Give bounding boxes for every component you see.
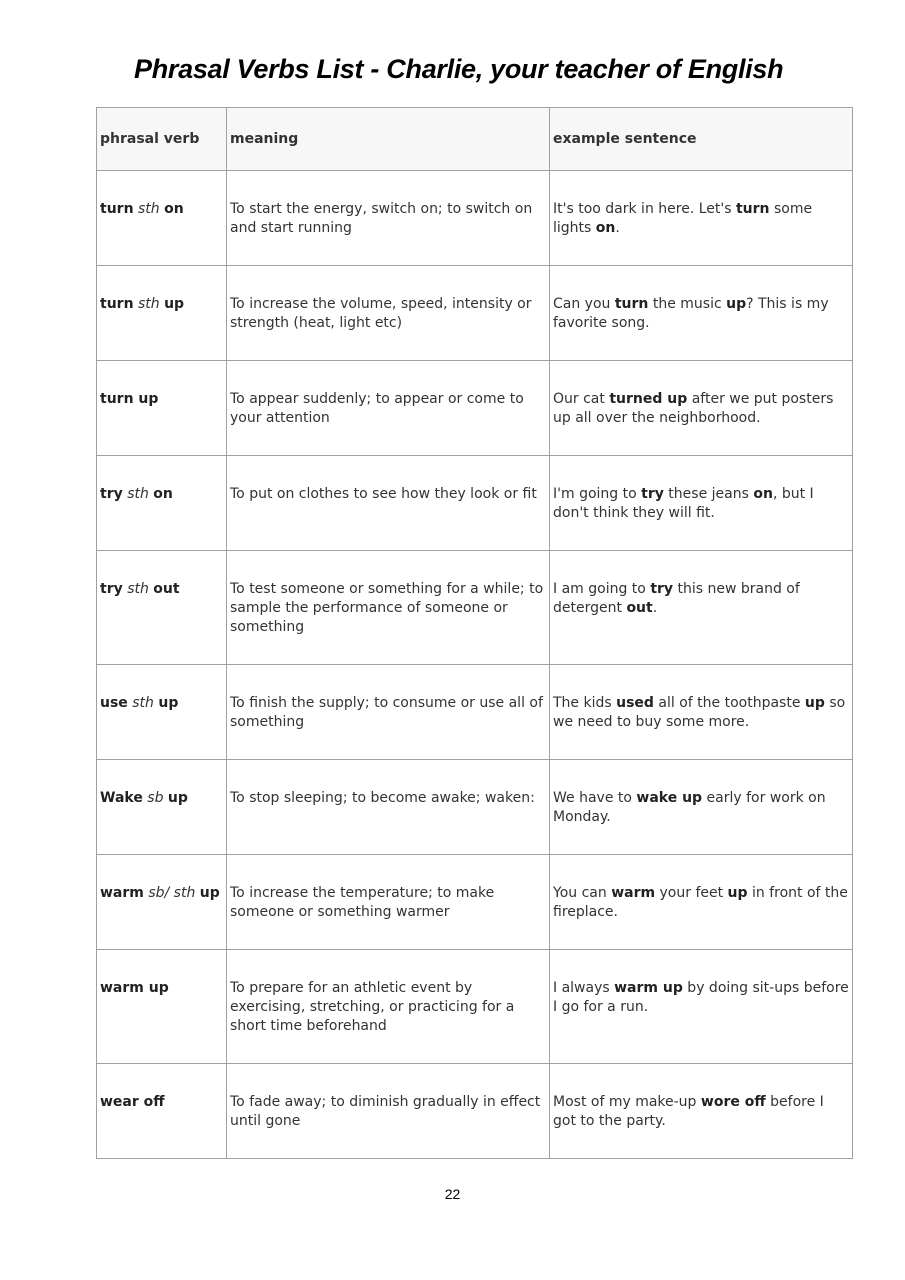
- text-run: It's too dark in here. Let's: [553, 201, 736, 217]
- example-sentence: [553, 551, 850, 618]
- text-run: Can you: [553, 296, 615, 312]
- meaning-cell: [227, 1064, 550, 1159]
- bold-text: Wake: [100, 790, 143, 806]
- table-row: [97, 1064, 853, 1159]
- page-number: 22: [444, 1186, 461, 1202]
- bold-text: try: [641, 486, 664, 502]
- bold-text: used: [616, 695, 654, 711]
- table-row: [97, 855, 853, 950]
- example-sentence-cell: [550, 361, 853, 456]
- table-row: [97, 551, 853, 665]
- text-run: by doing sit-ups before I go for a run.: [553, 980, 849, 1015]
- bold-text: wore off: [700, 1094, 766, 1110]
- table-row: [97, 171, 853, 266]
- example-sentence: [553, 1064, 850, 1131]
- bold-text: turn up: [100, 391, 159, 407]
- text-run: ? This is my favorite song.: [553, 296, 829, 331]
- meaning-cell: [227, 855, 550, 950]
- meaning-text: To increase the volume, speed, intensity or strength (heat, light etc): [230, 296, 532, 331]
- bold-text: up: [727, 885, 748, 901]
- phrasal-verb: [100, 361, 224, 409]
- table-row: [97, 665, 853, 760]
- bold-text: up: [726, 296, 747, 312]
- meaning-text: To test someone or something for a while; to sample the performance of someone or something: [230, 581, 544, 635]
- table-row: [97, 456, 853, 551]
- example-sentence-cell: [550, 551, 853, 665]
- text-run: all of the toothpaste: [653, 695, 805, 711]
- meaning-cell: [227, 361, 550, 456]
- bold-text: use: [100, 695, 128, 711]
- example-sentence: [553, 361, 850, 428]
- bold-text: warm up: [100, 980, 169, 996]
- meaning-text: To fade away; to diminish gradually in effect until gone: [230, 1094, 541, 1129]
- bold-text: warm: [611, 885, 656, 901]
- italic-text: sth: [132, 695, 154, 711]
- bold-text: try: [650, 581, 674, 597]
- meaning-text: To put on clothes to see how they look or fit: [230, 486, 537, 502]
- phrasal-verb: [100, 1064, 224, 1112]
- bold-text: turn: [735, 201, 770, 217]
- example-sentence-cell: [550, 665, 853, 760]
- column-header-phrasal-verb: phrasal verb: [97, 108, 227, 171]
- text-run: this new brand of detergent: [553, 581, 800, 616]
- example-sentence: [553, 950, 850, 1017]
- phrasal-verb-cell: [97, 551, 227, 665]
- phrasal-verb: [100, 266, 224, 314]
- phrasal-verb-cell: [97, 1064, 227, 1159]
- text-run: your feet: [655, 885, 728, 901]
- text-run: these jeans: [663, 486, 754, 502]
- italic-text: sb/ sth: [148, 885, 196, 901]
- bold-text: on: [153, 486, 173, 502]
- meaning-cell: [227, 456, 550, 551]
- italic-text: sth: [137, 296, 160, 312]
- table-row: [97, 760, 853, 855]
- text-run: .: [615, 220, 620, 236]
- table-row: [97, 950, 853, 1064]
- text-run: after we put posters up all over the neighborhood.: [553, 391, 834, 426]
- bold-text: out: [153, 581, 180, 597]
- text-run: so we need to buy some more.: [553, 695, 846, 730]
- bold-text: up: [804, 695, 825, 711]
- example-sentence-cell: [550, 1064, 853, 1159]
- table-row: [97, 361, 853, 456]
- text-run: .: [652, 600, 658, 616]
- example-sentence-cell: [550, 950, 853, 1064]
- italic-text: sth: [137, 201, 160, 217]
- table-body: [97, 171, 853, 1159]
- phrasal-verb: [100, 760, 224, 808]
- example-sentence: [553, 760, 850, 827]
- text-run: the music: [648, 296, 727, 312]
- phrasal-verb: [100, 456, 224, 504]
- bold-text: wake up: [636, 790, 703, 806]
- text-run: before I got to the party.: [553, 1094, 824, 1129]
- column-header-example-sentence: example sentence: [550, 108, 853, 171]
- phrasal-verb: [100, 171, 224, 219]
- text-run: I'm going to: [553, 486, 642, 502]
- text-run: in front of the fireplace.: [553, 885, 848, 920]
- example-sentence-cell: [550, 855, 853, 950]
- example-sentence-cell: [550, 760, 853, 855]
- phrasal-verb-cell: [97, 665, 227, 760]
- example-sentence: [553, 456, 850, 523]
- meaning-cell: [227, 760, 550, 855]
- meaning-text: To finish the supply; to consume or use all of something: [230, 695, 543, 730]
- bold-text: try: [100, 581, 123, 597]
- meaning-text: To appear suddenly; to appear or come to your attention: [230, 391, 524, 426]
- example-sentence-cell: [550, 171, 853, 266]
- column-header-meaning: meaning: [227, 108, 550, 171]
- phrasal-verb: [100, 855, 224, 903]
- phrasal-verb: [100, 551, 224, 599]
- meaning-cell: [227, 171, 550, 266]
- table-row: [97, 266, 853, 361]
- text-run: I am going to: [553, 581, 651, 597]
- italic-text: sth: [127, 581, 149, 597]
- phrasal-verb-cell: [97, 456, 227, 551]
- example-sentence: [553, 665, 850, 732]
- example-sentence: [553, 171, 850, 238]
- bold-text: turn: [614, 296, 649, 312]
- phrasal-verb-cell: [97, 760, 227, 855]
- phrasal-verb-cell: [97, 171, 227, 266]
- text-run: Most of my make-up: [553, 1094, 701, 1110]
- meaning-text: To prepare for an athletic event by exercising, stretching, or practicing for a short time beforehand: [230, 980, 515, 1034]
- example-sentence: [553, 266, 850, 333]
- text-run: , but I don't think they will fit.: [553, 486, 814, 521]
- bold-text: warm: [100, 885, 144, 901]
- bold-text: up: [199, 885, 220, 901]
- text-run: We have to: [553, 790, 637, 806]
- phrasal-verb: [100, 665, 224, 713]
- bold-text: try: [100, 486, 123, 502]
- bold-text: on: [753, 486, 773, 502]
- italic-text: sth: [127, 486, 149, 502]
- meaning-cell: [227, 266, 550, 361]
- text-run: some lights: [553, 201, 813, 236]
- meaning-text: To stop sleeping; to become awake; waken:: [230, 790, 535, 806]
- table-header-row: [97, 108, 853, 171]
- bold-text: up: [164, 296, 185, 312]
- example-sentence: [553, 855, 850, 922]
- text-run: early for work on Monday.: [553, 790, 826, 825]
- example-sentence-cell: [550, 266, 853, 361]
- bold-text: turned up: [609, 391, 688, 407]
- italic-text: sb: [147, 790, 164, 806]
- meaning-cell: [227, 665, 550, 760]
- bold-text: on: [595, 220, 616, 236]
- phrasal-verb-cell: [97, 950, 227, 1064]
- text-run: I always: [553, 980, 615, 996]
- text-run: Our cat: [553, 391, 610, 407]
- document-title: Phrasal Verbs List - Charlie, your teacher of English: [134, 54, 784, 84]
- example-sentence-cell: [550, 456, 853, 551]
- meaning-cell: [227, 950, 550, 1064]
- bold-text: warm up: [614, 980, 683, 996]
- meaning-text: To start the energy, switch on; to switch on and start running: [230, 201, 533, 236]
- phrasal-verb-cell: [97, 266, 227, 361]
- bold-text: out: [626, 600, 653, 616]
- phrasal-verb-cell: [97, 855, 227, 950]
- bold-text: on: [164, 201, 184, 217]
- text-run: The kids: [553, 695, 617, 711]
- text-run: You can: [553, 885, 612, 901]
- bold-text: up: [167, 790, 188, 806]
- bold-text: turn: [100, 296, 134, 312]
- meaning-text: To increase the temperature; to make someone or something warmer: [230, 885, 495, 920]
- bold-text: turn: [100, 201, 134, 217]
- phrasal-verb-cell: [97, 361, 227, 456]
- meaning-cell: [227, 551, 550, 665]
- phrasal-verb: [100, 950, 224, 998]
- phrasal-verbs-table: [96, 107, 853, 1159]
- bold-text: up: [158, 695, 179, 711]
- bold-text: wear off: [100, 1094, 165, 1110]
